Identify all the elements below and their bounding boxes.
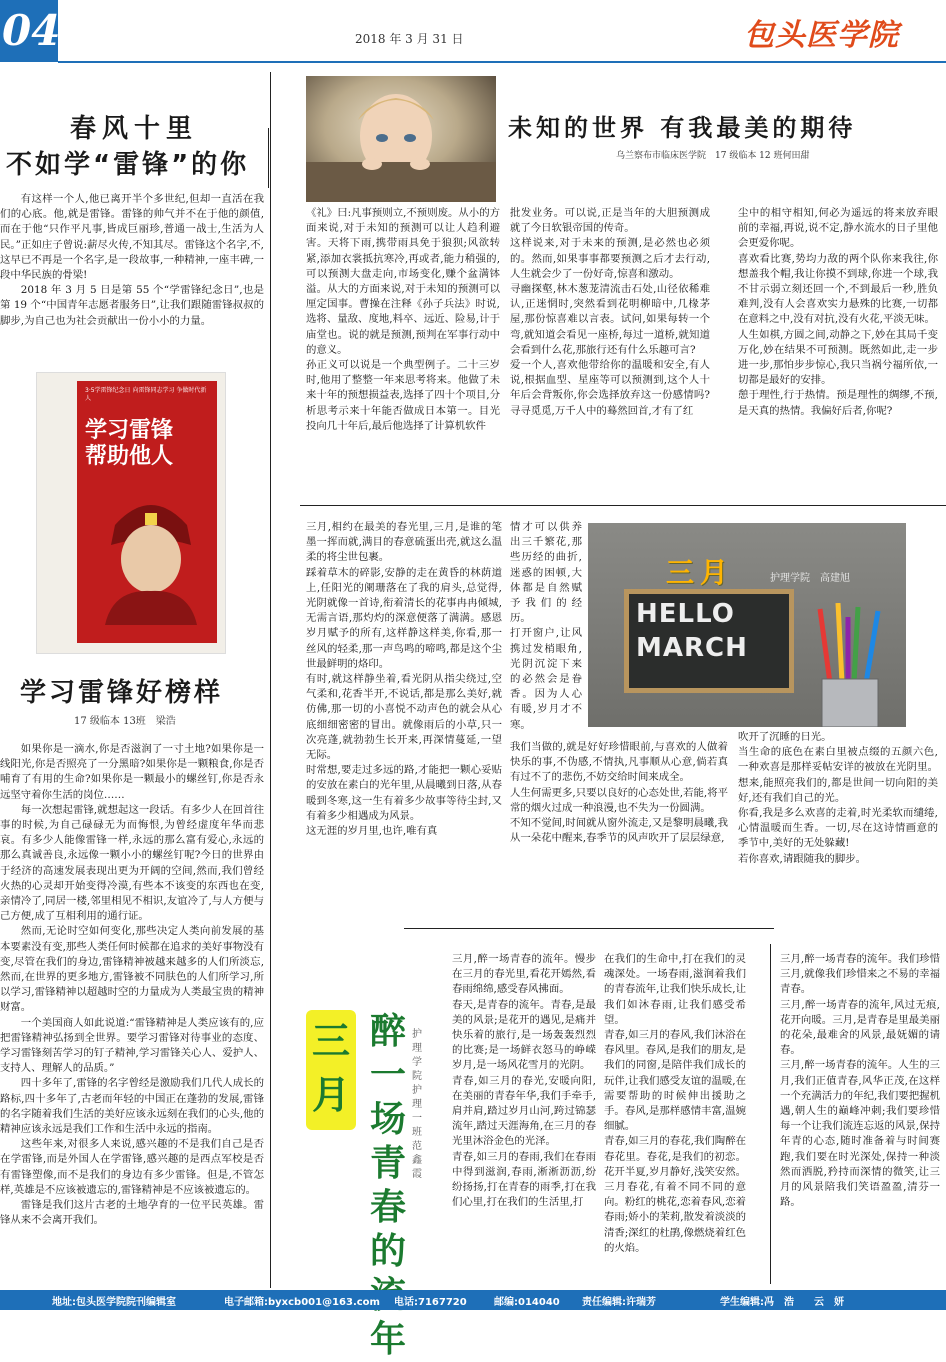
section-rule: [404, 928, 774, 929]
article3-col2: 批发业务。可以说,正是当年的大胆预测成就了今日软银帝国的传奇。 这样说来,对于未来的预测,是必然也必须的。然而,如果事事都要预测之后才去行动,人生就会少了一份好奇,惊喜和激动。 寻幽探壑,林木葱茏清流击石处,山径依稀难认,正迷惘时,突然看到花明柳暗中,几椽茅屋,那份惊喜难以言表。试问,如果每转一个弯,就知道会看见一座桥,每过一道桥,就知道会看到什么花,那旅行还有什么乐趣可言? 爱一个人,喜欢他带给你的温暖和安全,有人说,根据血型、星座等可以预测到,这个人十年后会背叛你,你会选择放弃这一份感情吗?寻寻觅觅,万千人中的蓦然回首,才有了红: [510, 207, 710, 417]
issue-date: 2018 年 3 月 31 日: [355, 32, 464, 46]
child-face-illustration: [306, 76, 496, 202]
article4-author: 护理学院 高建旭: [770, 573, 850, 584]
page-number: 04: [2, 6, 61, 55]
article2-title: 学习雷锋好榜样: [20, 678, 224, 708]
footer-postcode: 邮编:014040: [494, 1297, 560, 1308]
article2-body: [0, 742, 264, 1229]
column-divider: [270, 72, 271, 1288]
article1-title-rule: [268, 128, 269, 188]
hello-march-board: [588, 523, 906, 727]
article4-col2a: 情才可以供养出三千繁花,那些历经的曲折,迷惑的困顿,大体都是自然赋予我们的经历。 打开窗户,让风携过发梢眼角,光阴沉淀下来的必然会是眷香。因为人心有暖,岁月才不寒。: [510, 521, 582, 731]
article1-paragraph: 有这样一个人,他已离开半个多世纪,但却一直活在我们的心底。他,就是雷锋。雷锋的帅气并不在于他的颜值,而在于他“只作平凡事,皆成巨丽珍,普通一战士,生活为人民。”正如庄子曾说:薪尽火传,不知其尽。雷锋这个名字,不,这早已不再是一个名字,是一段故事,一种精神,一座丰碑,一段中华民族的骨梁!: [0, 193, 264, 282]
footer-email: 电子邮箱:byxcb001@163.com: [224, 1297, 380, 1308]
footer-student-editors: 学生编辑:冯 浩 云 妍: [720, 1297, 844, 1308]
article4-col1: 三月,相约在最美的春光里,三月,是谁的笔墨一挥而就,满目的春意硫蛋出壳,就这么温柔的将尘世包裹。 踩着草木的碎影,安静的走在黄昏的林荫道上,任阳光的阑珊落在了我的肩头,总觉得,光阴就像一首诗,衔着清长的花事冉冉倾城,无需言语,那灼灼的深意便落了满满。感恩岁月赋予的所有,这样静这样美,你看,那一丝风的轻柔,那一声鸟鸣的啼鸣,都是这个尘世最鲜明的烙印。 有时,就这样静坐着,看光阴从指尖绕过,空气柔和,花香半开,不说话,都是那么美好,就仿佛,那一切的小喜悦不动声色的就会从心底细细密密的冒出。就像雨后的小草,只一次亮蓬,就勃勃生长开来,再深情蔓延,一望无际。 时常想,要走过多远的路,才能把一颗心妥贴的安放在素白的光年里,从晨曦到日落,从春暖到冬寒,这一生有着多少故事等待尘封,又有着多少相遇成为风景。 这无涯的岁月里,也许,唯有真: [306, 521, 502, 838]
footer-editor: 责任编辑:许瑞芳: [582, 1297, 656, 1308]
poster-small-text: 3·5学雷锋纪念日 向雷锋同志学习 争做时代新人: [85, 387, 207, 402]
poster-headline-1: 学习雷锋: [85, 418, 174, 443]
header-rule: [58, 61, 946, 63]
poster-portrait: [95, 485, 207, 625]
board-title: 三月: [666, 556, 735, 589]
article1-paragraph: 2018 年 3 月 5 日是第 55 个“学雷锋纪念日”,也是第 19 个“中国青年志愿者服务日”,让我们跟随雷锋叔叔的脚步,为自己也为社会贡献出一份小小的力量。: [0, 284, 264, 327]
article2-paragraph: 每一次想起雷锋,就想起这一段话。有多少人在回首往事的时候,为自己碌碌无为而悔恨,为曾经虚度年华而悲哀。有多少人能像雷锋一样,永远的那么富有爱心,永远的那么真诚善良,永远像一颗小小的螺丝钉呢?今日的世界由于经济的高速发展表现出更为开阔的空间,然而,我们曾经火热的心灵却开始变得冷漠,有些本不该变的东西也在变,亲情冷了,同居一楼,邻里相见不相识,友谊冷了,与人方便与己方便,成了互相利用的通行证。: [0, 803, 264, 923]
article3-col3: 尘中的相守相知,何必为遥远的将来放弃眼前的幸福,再说,说不定,静水流水的日子里他会更爱你呢。 喜欢看比赛,势均力敌的两个队你来我往,你想盖我个帽,我让你摸不到球,你进一个球,我不甘示弱立刻还回一个,不到最后一秒,胜负难判,没有人会喜欢实力悬殊的比赛,一切都在意料之中,没有对抗,没有火花,平淡无味。 人生如棋,方圆之间,动静之下,妙在其局千变万化,妙在结果不可预测。既然如此,走一步进一步,那怕步步惊心,我只当祸兮福所依,一切都是最好的安排。 憩于理性,行于热情。预是理性的绸缪,不预,是天真的热情。我偏好后者,你呢?: [738, 207, 938, 417]
board-text-march: MARCH: [636, 633, 748, 663]
article5-author: 护理学院护理一班 范鑫霞: [412, 1029, 432, 1180]
footer-address: 地址:包头医学院院刊编辑室: [52, 1297, 176, 1308]
footer-phone: 电话:7167720: [394, 1297, 467, 1308]
article1-title-line1: 春风十里: [70, 114, 199, 144]
article2-paragraph: 然而,无论时空如何变化,那些决定人类向前发展的基本要素没有变,那些人类任何时候都在追求的美好事物没有变,尽管在我们的身边,雷锋精神被越来越多的人们所淡忘,然而,在世界的更多地方,雷锋被不同肤色的人们所学习,所以学习,雷锋精神以超越时空的力量成为人类最宝贵的精神财富。: [0, 925, 264, 1014]
article2-paragraph: 如果你是一滴水,你是否滋润了一寸土地?如果你是一线阳光,你是否照亮了一分黑暗?如果你是一颗粮食,你是否哺育了有用的生命?如果你是一颗最小的螺丝钉,你是否永远坚守着你生活的岗位……: [0, 743, 264, 801]
article4-col3: 吹开了沉睡的日光。 当生命的底色在素白里被点缀的五颜六色,一种欢喜是那样妥帖安详的被放在光阴里。想来,能照亮我们的,都是世间一切向阳的美好,还有我们自己的光。 你看,我是多么欢喜的走着,时光柔软而缱绻,心情温暖而生香。一切,尽在这诗情画意的季节中,美好的无处躲藏! 若你喜欢,请跟随我的脚步。: [738, 731, 938, 865]
article2-paragraph: 四十多年了,雷锋的名字曾经是激励我们几代人成长的路标,四十多年了,古老而年轻的中国正在蓬勃的发展,雷锋的名字随着我们生活的美好应该永远刻在我们的心头,他的精神应该永远是我们工作和生活中永远的指南。: [0, 1077, 264, 1136]
pencil-cup-illustration: [808, 603, 898, 727]
poster-headline-2: 帮助他人: [85, 444, 174, 469]
article5-col1: 三月,醉一场青春的流年。慢步在三月的春光里,看花开嫣然,看春雨绵绵,感受春风拂面。 春天,是青春的流年。青春,是最美的风景;是花开的遇见,是痛并快乐着的旅行,是一场轰轰烈烈的比赛;是一场鲜衣怒马的峥嵘岁月,是一场风花雪月的光阴。 青春,如三月的春光,安暖向阳,在美丽的青春年华,我们手牵手,肩并肩,踏过岁月山河,跨过锦瑟流年,踏过天涯海角,在三月的春光里沐浴金色的光泽。 青春,如三月的春雨,我们在春雨中得到滋润,春雨,淅淅沥沥,纷纷扬扬,打在青春的雨季,打在我们心里,打在我们的生活里,打: [452, 953, 596, 1209]
article5-label: 三月: [311, 1019, 350, 1117]
article4-col2b: 我们当做的,就是好好珍惜眼前,与喜欢的人做着快乐的事,不伪感,不情执,凡事顺从心意,倘若真有过不了的悲伤,不妨交给时间来成全。 人生何需更多,只要以良好的心态处世,若能,将平常的烟火过成一种浪漫,也不失为一份圆满。 不知不觉间,时间就从窗外流走,又是黎明晨曦,我从一朵花中醒来,春季节的风声吹开了层层绿意,: [510, 741, 728, 845]
article5-col3: 三月,醉一场青春的流年。我们珍惜三月,就像我们珍惜来之不易的幸福青春。 三月,醉一场青春的流年,风过无痕,花开向暖。三月,是青春是里最美丽的花朵,最难舍的风景,最妩媚的请春。 三月,醉一场青春的流年。人生的三月,我们正值青春,风华正茂,在这样一个充满活力的年纪,我们要把握机遇,朝人生的巅峰冲刺;我们要珍惜每一个让我们流连忘返的风景,保持年青的心态,随时准备着与时间赛跑,我们要在时光深处,保持一种淡然而洒脱,矜持而深情的微笑,让三月的风景陪我们笑语盈盈,清芬一路。: [780, 953, 940, 1209]
article1-title-line2: 不如学“雷锋”的你: [6, 150, 250, 180]
column-divider: [770, 944, 771, 1284]
article3-title: 未知的世界 有我最美的期待: [508, 114, 857, 142]
board-text-hello: HELLO: [636, 599, 735, 629]
masthead-brand: 包头医学院: [744, 18, 899, 53]
article2-paragraph: 雷锋是我们这片古老的土地孕育的一位平民英雄。雷锋从来不会离开我们。: [0, 1199, 264, 1227]
section-rule: [300, 505, 946, 506]
article3-author: 乌兰察布市临床医学院 17 级临本 12 班何田甜: [616, 151, 810, 161]
article2-author: 17 级临本 13班 梁浩: [74, 716, 176, 727]
child-photo: [306, 76, 496, 202]
article2-paragraph: 一个美国商人如此说道:“雷锋精神是人类应该有的,应把雷锋精神弘扬到全世界。要学习雷锋对待事业的态度、学习雷锋刻苦学习的钉子精神,学习雷锋关心人、爱护人、支持人、理解人的品质。”: [0, 1016, 264, 1075]
article5-col2: 在我们的生命中,打在我们的灵魂深处。一场春雨,滋润着我们的青春流年,让我们快乐成长,让我们如沐春雨,让我们感受希望。 青春,如三月的春风,我们沐浴在春风里。春风,是我们的朋友,是我们的同窗,是陪伴我们成长的玩伴,让我们感受友谊的温暖,在需要帮助的时候伸出援助之手。春风,是那样感情丰富,温婉细腻。 青春,如三月的春花,我们陶醉在春花里。春花,是我们的初恋。花开半夏,岁月静好,浅笑安然。三月春花,有着不同不同的意向。粉红的桃花,恋着春风,恋着春雨;娇小的茉莉,散发着淡淡的清香;深红的杜鹃,像燃烧着红色的火焰。: [604, 953, 746, 1254]
article5-title: 醉一场青春的 年: [369, 1011, 406, 1360]
article3-col1: 《礼》曰:凡事预则立,不预则废。从小的方面来说,对于未知的预测可以让人趋利避害。天将下雨,携带雨具免于狼狈;风欲转紧,添加衣裳抵抗寒冷,再或者,能力稍强的,可以预测大盘走向,市场变化,赚个盆满钵溢。从大的方面来说,对于未知的预测可以厘定国事。曹操在注释《孙子兵法》时说,选将、量敌、度地,料卒、远近、险易,计于庙堂也。说的就是预测,预判在军事行动中的意义。 孙正义可以说是一个典型例子。二十三岁时,他用了整整一年来思考将来。他做了未来十年的预想损益表,选择了四十个项目,分析思考示来十年能否做成日本第一。目光投向几十年后,最后他选择了计算机软件: [306, 207, 500, 432]
leifeng-poster: [36, 372, 226, 654]
article1-body: [0, 192, 264, 329]
article2-paragraph: 这些年来,对很多人来说,感兴趣的不是我们自己是否在学雷锋,而是外国人在学雷锋,感兴趣的是西点军校是否有雷锋塑像,而不是我们的身边有多少雷锋。但是,不管怎样,英雄是不应该被遗忘的,雷锋精神是不应该被遗忘的。: [0, 1138, 264, 1196]
